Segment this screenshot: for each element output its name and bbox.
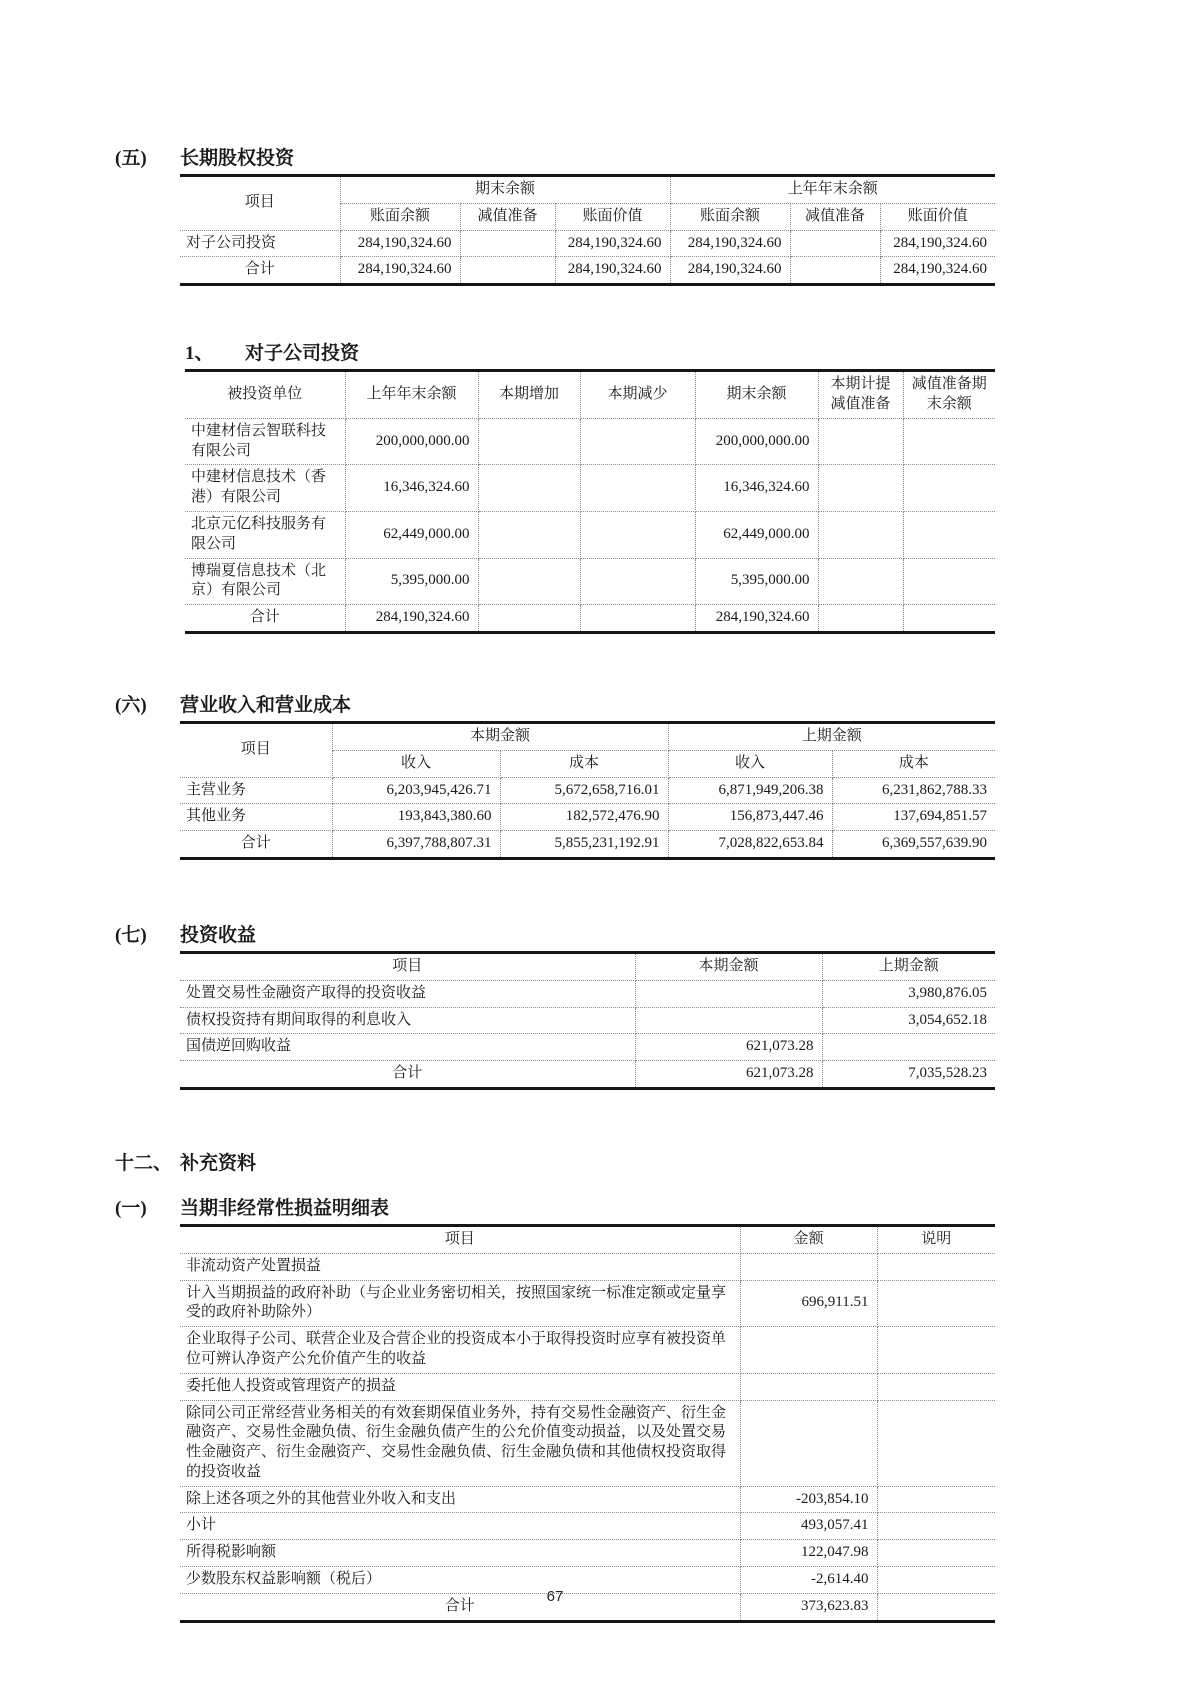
investment-income-table [180,951,995,1090]
header-cell: 本期计提减值准备 [818,371,903,419]
section-6-heading [115,690,995,717]
section-title: 投资收益 [180,924,257,946]
section-title: 营业收入和营业成本 [180,694,352,716]
value-cell: 284,190,324.60 [555,230,670,257]
header-cell: 收入 [332,750,500,777]
header-cell: 说明 [877,1225,995,1253]
value-cell [478,558,580,605]
value-cell: 5,672,658,716.01 [500,777,668,804]
value-cell [903,465,995,512]
header-cell: 上年年末余额 [345,371,478,419]
table-row [180,1486,995,1513]
section-title: 对子公司投资 [245,343,360,365]
value-cell: 696,911.51 [740,1280,877,1327]
value-cell [818,418,903,465]
value-cell [818,465,903,512]
value-cell [790,230,880,257]
header-cell: 账面价值 [555,203,670,230]
note-cell [877,1253,995,1280]
table-row [180,230,995,257]
note-cell [877,1486,995,1513]
value-cell [740,1253,877,1280]
value-cell: 621,073.28 [635,1034,822,1061]
header-cell: 账面价值 [880,203,995,230]
value-cell [903,418,995,465]
value-cell: 6,397,788,807.31 [332,831,500,859]
note-cell [877,1280,995,1327]
value-cell [822,1034,995,1061]
value-cell [903,605,995,633]
header-cell: 减值准备 [790,203,880,230]
header-cell: 金额 [740,1225,877,1253]
item-cell: 债权投资持有期间取得的利息收入 [180,1007,635,1034]
section-title: 补充资料 [180,1152,257,1174]
value-cell [635,980,822,1007]
value-cell [790,257,880,285]
note-cell [877,1540,995,1567]
header-cell: 期末余额 [340,176,670,204]
value-cell: 284,190,324.60 [880,257,995,285]
value-cell [580,511,695,558]
section-7-heading [115,920,995,947]
value-cell [460,230,555,257]
total-row [185,605,995,633]
value-cell [818,558,903,605]
item-cell: 对子公司投资 [180,230,340,257]
section-title: 长期股权投资 [180,148,295,169]
value-cell: 182,572,476.90 [500,804,668,831]
header-cell: 上期金额 [822,952,995,980]
value-cell [740,1400,877,1486]
item-cell: 委托他人投资或管理资产的损益 [180,1373,740,1400]
total-row [180,257,995,285]
item-cell: 小计 [180,1513,740,1540]
value-cell [903,558,995,605]
item-cell: 所得税影响额 [180,1540,740,1567]
subsection-1-heading [185,338,995,365]
header-cell: 本期减少 [580,371,695,419]
section-label: (七) [115,924,147,946]
item-cell: 其他业务 [180,804,332,831]
value-cell: -203,854.10 [740,1486,877,1513]
section-title: 当期非经常性损益明细表 [180,1197,390,1219]
value-cell: 5,395,000.00 [695,558,818,605]
table-row [185,511,995,558]
long-term-equity-table [180,174,995,286]
value-cell: 284,190,324.60 [340,257,460,285]
item-cell: 中建材信息技术（香港）有限公司 [185,465,345,512]
section-12-1-heading [115,1193,995,1220]
value-cell: 284,190,324.60 [555,257,670,285]
value-cell: 16,346,324.60 [345,465,478,512]
header-cell: 期末余额 [695,371,818,419]
value-cell: 284,190,324.60 [670,257,790,285]
header-row [180,176,995,204]
revenue-cost-table [180,721,995,860]
value-cell [818,605,903,633]
value-cell: 16,346,324.60 [695,465,818,512]
value-cell: 193,843,380.60 [332,804,500,831]
item-cell: 国债逆回购收益 [180,1034,635,1061]
header-cell: 项目 [180,952,635,980]
header-cell: 本期金额 [332,722,668,750]
item-cell: 合计 [180,831,332,859]
value-cell: 373,623.83 [740,1593,877,1621]
value-cell: 5,855,231,192.91 [500,831,668,859]
value-cell: 7,028,822,653.84 [668,831,832,859]
table-row [180,1540,995,1567]
item-cell: 主营业务 [180,777,332,804]
value-cell: 5,395,000.00 [345,558,478,605]
value-cell: 6,203,945,426.71 [332,777,500,804]
item-cell: 除上述各项之外的其他营业外收入和支出 [180,1486,740,1513]
section-label: (五) [115,148,147,169]
item-cell: 少数股东权益影响额（税后） [180,1567,740,1594]
value-cell [818,511,903,558]
section-label: (一) [115,1197,147,1219]
section-12-heading [115,1148,995,1175]
non-recurring-items-table [180,1224,995,1623]
table-row [180,804,995,831]
value-cell: -2,614.40 [740,1567,877,1594]
item-cell: 非流动资产处置损益 [180,1253,740,1280]
note-cell [877,1373,995,1400]
value-cell: 6,871,949,206.38 [668,777,832,804]
item-cell: 计入当期损益的政府补助（与企业业务密切相关，按照国家统一标准定额或定量享受的政府补助除外） [180,1280,740,1327]
value-cell: 284,190,324.60 [670,230,790,257]
note-cell [877,1513,995,1540]
item-cell: 合计 [185,605,345,633]
value-cell [580,465,695,512]
value-cell: 284,190,324.60 [340,230,460,257]
item-cell: 合计 [180,1061,635,1089]
value-cell [580,605,695,633]
header-row [180,722,995,750]
header-cell: 本期金额 [635,952,822,980]
header-cell: 上年年末余额 [670,176,995,204]
section-label: (六) [115,694,147,716]
value-cell [580,418,695,465]
header-cell: 收入 [668,750,832,777]
value-cell [478,605,580,633]
table-row [180,980,995,1007]
header-cell: 减值准备期末余额 [903,371,995,419]
header-cell: 成本 [500,750,668,777]
value-cell: 156,873,447.46 [668,804,832,831]
header-cell: 上期金额 [668,722,995,750]
value-cell [740,1327,877,1374]
value-cell: 3,054,652.18 [822,1007,995,1034]
value-cell [580,558,695,605]
header-cell: 本期增加 [478,371,580,419]
value-cell [460,257,555,285]
subsidiary-investment-table [185,369,995,634]
item-cell: 中建材信云智联科技有限公司 [185,418,345,465]
value-cell: 62,449,000.00 [345,511,478,558]
header-cell: 账面余额 [340,203,460,230]
value-cell: 621,073.28 [635,1061,822,1089]
value-cell: 284,190,324.60 [695,605,818,633]
value-cell [903,511,995,558]
table-row [180,1400,995,1486]
header-cell: 项目 [180,176,340,231]
table-row [180,777,995,804]
value-cell: 6,231,862,788.33 [832,777,995,804]
table-row [180,1327,995,1374]
value-cell: 7,035,528.23 [822,1061,995,1089]
section-5-heading [115,143,995,170]
table-row [180,1280,995,1327]
value-cell: 200,000,000.00 [345,418,478,465]
header-row [180,1225,995,1253]
item-cell: 博瑞夏信息技术（北京）有限公司 [185,558,345,605]
value-cell [740,1373,877,1400]
value-cell [478,418,580,465]
section-label: 十二、 [115,1152,173,1174]
value-cell: 122,047.98 [740,1540,877,1567]
item-cell: 合计 [180,1593,740,1621]
table-row [180,1373,995,1400]
note-cell [877,1327,995,1374]
item-cell: 除同公司正常经营业务相关的有效套期保值业务外，持有交易性金融资产、衍生金融资产、交易性金融负债、衍生金融负债产生的公允价值变动损益，以及处置交易性金融资产、衍生金融资产、交易性金融负债、衍生金融负债和其他债权投资取得的投资收益 [180,1400,740,1486]
header-cell: 成本 [832,750,995,777]
item-cell: 处置交易性金融资产取得的投资收益 [180,980,635,1007]
header-cell: 项目 [180,1225,740,1253]
item-cell: 合计 [180,257,340,285]
value-cell: 284,190,324.60 [345,605,478,633]
header-row [180,952,995,980]
table-row [180,1513,995,1540]
value-cell [478,511,580,558]
value-cell: 284,190,324.60 [880,230,995,257]
page-number: 67 [546,1588,564,1605]
note-cell [877,1400,995,1486]
header-cell: 账面余额 [670,203,790,230]
table-row [180,1034,995,1061]
header-cell: 减值准备 [460,203,555,230]
value-cell [635,1007,822,1034]
item-cell: 北京元亿科技服务有限公司 [185,511,345,558]
item-cell: 企业取得子公司、联营企业及合营企业的投资成本小于取得投资时应享有被投资单位可辨认净资产公允价值产生的收益 [180,1327,740,1374]
value-cell: 493,057.41 [740,1513,877,1540]
section-label: 1、 [185,343,214,365]
total-row [180,1061,995,1089]
value-cell [478,465,580,512]
header-cell: 项目 [180,722,332,777]
value-cell: 137,694,851.57 [832,804,995,831]
table-row [185,418,995,465]
table-row [185,558,995,605]
header-cell: 被投资单位 [185,371,345,419]
header-row [185,371,995,419]
table-row [180,1253,995,1280]
value-cell: 200,000,000.00 [695,418,818,465]
value-cell: 3,980,876.05 [822,980,995,1007]
table-row [180,1007,995,1034]
total-row [180,831,995,859]
value-cell: 62,449,000.00 [695,511,818,558]
table-row [185,465,995,512]
value-cell: 6,369,557,639.90 [832,831,995,859]
